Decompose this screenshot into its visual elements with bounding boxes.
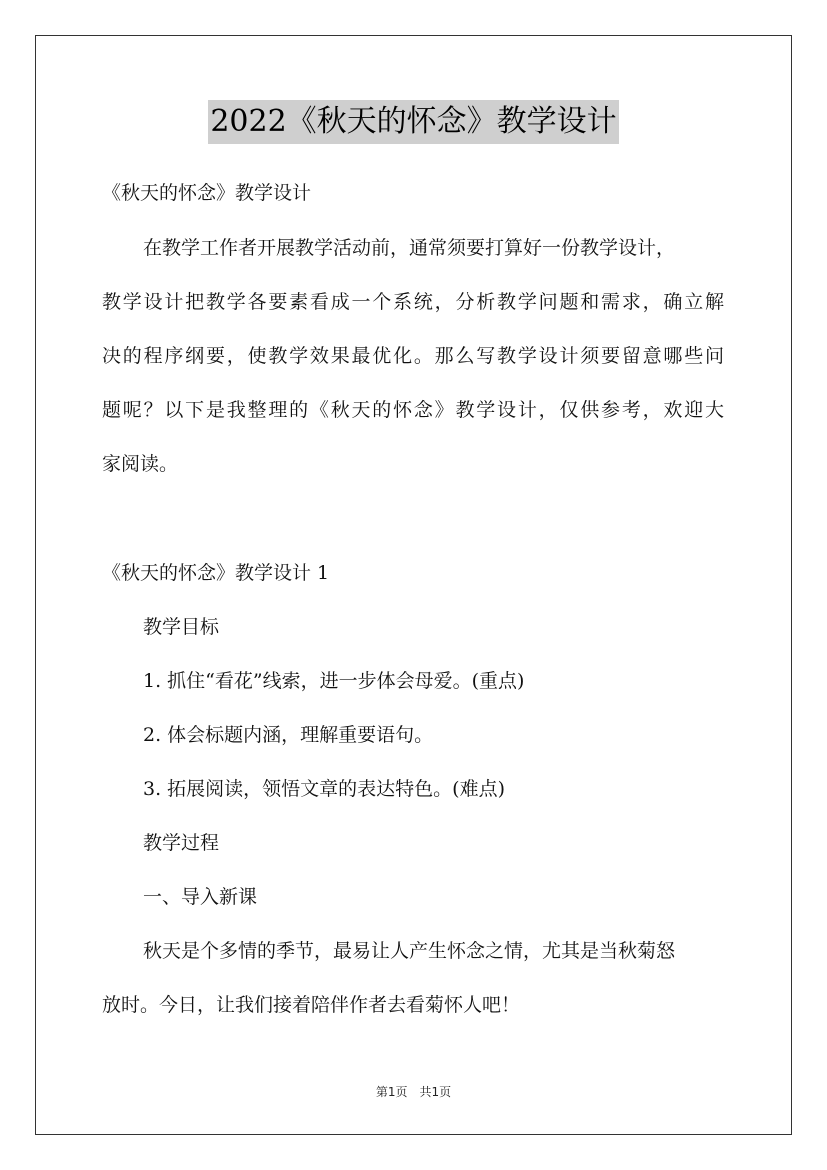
- goals-heading: 教学目标: [143, 616, 220, 638]
- goal-item-1: 1. 抓住“看花”线索，进一步体会母爱。(重点): [143, 670, 525, 692]
- intro-line-3: 决的程序纲要，使教学效果最优化。那么写教学设计须要留意哪些问: [102, 345, 724, 367]
- page-footer: 第1页 共1页: [375, 1085, 452, 1099]
- step-one-line-1: 秋天是个多情的季节，最易让人产生怀念之情，尤其是当秋菊怒: [143, 940, 676, 962]
- intro-line-5: 家阅读。: [102, 453, 179, 475]
- process-heading: 教学过程: [143, 832, 220, 854]
- document-subtitle: 《秋天的怀念》教学设计: [102, 182, 312, 204]
- intro-line-1: 在教学工作者开展教学活动前，通常须要打算好一份教学设计，: [143, 237, 676, 259]
- document-title: 2022《秋天的怀念》教学设计: [208, 100, 618, 144]
- title-container: [0, 100, 827, 144]
- step-one-line-2: 放时。今日，让我们接着陪伴作者去看菊怀人吧！: [102, 994, 521, 1016]
- intro-line-4: 题呢？以下是我整理的《秋天的怀念》教学设计，仅供参考，欢迎大: [102, 399, 724, 421]
- intro-line-2: 教学设计把教学各要素看成一个系统，分析教学问题和需求，确立解: [102, 291, 724, 313]
- goal-item-3: 3. 拓展阅读，领悟文章的表达特色。(难点): [143, 778, 505, 800]
- section-title: 《秋天的怀念》教学设计 1: [102, 562, 330, 584]
- step-one-heading: 一、导入新课: [143, 886, 258, 908]
- goal-item-2: 2. 体会标题内涵，理解重要语句。: [143, 724, 434, 746]
